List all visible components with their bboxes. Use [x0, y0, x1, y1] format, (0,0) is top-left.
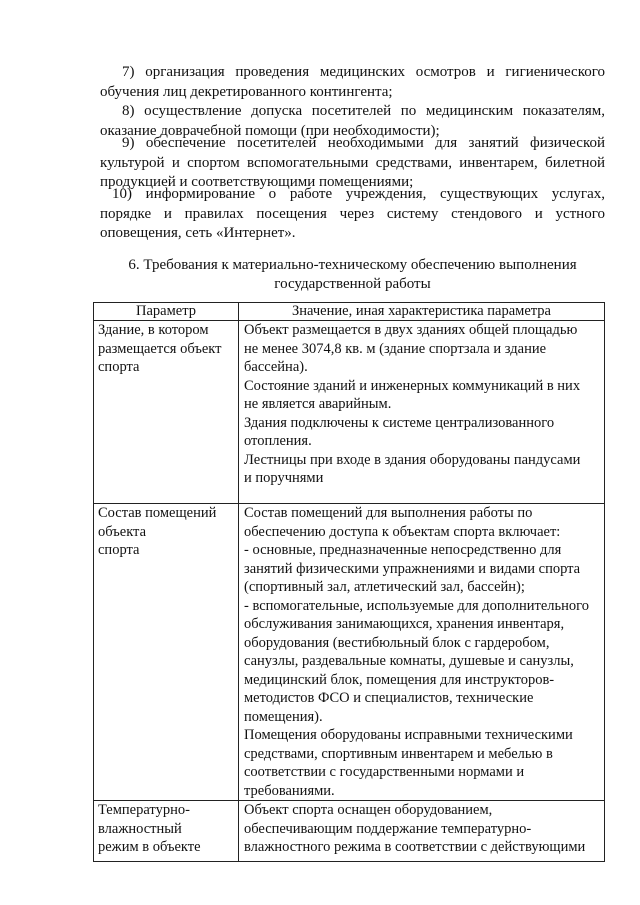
- cell-line: требованиями.: [244, 782, 335, 799]
- cell-line: медицинский блок, помещения для инструкторов-: [244, 671, 555, 688]
- cell-line: (спортивный зал, атлетический зал, бассейн);: [244, 579, 525, 595]
- text-line: порядке и правилах посещения через систему стендового и устного: [100, 205, 605, 222]
- text-line: культурой и спортом вспомогательными средствами, инвентарем, билетной: [100, 154, 605, 171]
- cell-line: средствами, спортивным инвентарем и мебелью в: [244, 745, 553, 762]
- cell-line: Состав помещений: [98, 505, 217, 521]
- cell-line: влажностный: [98, 820, 182, 837]
- section-heading-line: 6. Требования к материально-техническому обеспечению выполнения: [128, 257, 577, 273]
- parameter-cell: [94, 801, 239, 862]
- parameter-cell: [94, 321, 239, 504]
- cell-line: спорта: [98, 359, 140, 375]
- table-header-row: [94, 303, 605, 321]
- cell-line: помещения).: [244, 708, 323, 725]
- cell-line: обслуживания занимающихся, хранения инвентаря,: [244, 616, 565, 632]
- value-cell: [239, 321, 605, 504]
- cell-line: не является аварийным.: [244, 396, 392, 412]
- cell-line: отопления.: [244, 433, 312, 449]
- cell-line: - вспомогательные, используемые для дополнительного: [244, 597, 589, 614]
- section-heading: [100, 256, 605, 294]
- cell-line: соответствии с государственными нормами и: [244, 764, 525, 780]
- cell-line: обеспечивающим поддержание температурно-: [244, 820, 532, 837]
- cell-line: Объект спорта оснащен оборудованием,: [244, 802, 493, 818]
- cell-line: занятий физическими упражнениями и видами спорта: [244, 560, 581, 577]
- column-header-value: Значение, иная характеристика параметра: [239, 303, 605, 321]
- value-cell: [239, 801, 605, 862]
- text-line: обучения лиц декретированного контингента;: [100, 83, 393, 100]
- table-row: [94, 504, 605, 801]
- text-line: 7) организация проведения медицинских осмотров и гигиенического: [122, 64, 605, 80]
- cell-line: спорта: [98, 542, 140, 558]
- cell-line: Здание, в котором: [98, 322, 209, 338]
- cell-line: оборудования (вестибюльный блок с гардеробом,: [244, 634, 550, 651]
- requirements-table: [93, 302, 605, 862]
- cell-line: Состав помещений для выполнения работы по: [244, 505, 533, 521]
- cell-line: санузлы, раздевальные комнаты, душевые и санузлы,: [244, 653, 574, 669]
- cell-line: - основные, предназначенные непосредственно для: [244, 542, 562, 558]
- paragraph-item-7: [100, 63, 605, 102]
- parameter-cell: [94, 504, 239, 801]
- table-row: [94, 321, 605, 504]
- text-line: 8) осуществление допуска посетителей по медицинским показателям,: [122, 103, 605, 119]
- paragraph-item-9: [100, 134, 605, 193]
- cell-line: Состояние зданий и инженерных коммуникаций в них: [244, 377, 581, 394]
- cell-line: обеспечению доступа к объектам спорта включает:: [244, 523, 561, 540]
- cell-line: и поручнями: [244, 470, 324, 486]
- cell-line: бассейна).: [244, 359, 308, 375]
- cell-line: Объект размещается в двух зданиях общей площадью: [244, 322, 578, 338]
- section-heading-line: государственной работы: [274, 276, 431, 292]
- text-line: 10) информирование о работе учреждения, существующих услугах,: [112, 186, 605, 202]
- text-line: 9) обеспечение посетителей необходимыми для занятий физической: [122, 135, 605, 151]
- cell-line: Помещения оборудованы исправными техническими: [244, 727, 573, 743]
- paragraph-item-10: [100, 185, 605, 244]
- cell-line: объекта: [98, 523, 147, 540]
- column-header-parameter: Параметр: [94, 303, 239, 321]
- cell-line: влажностного режима в соответствии с действующими: [244, 839, 586, 855]
- cell-line: Лестницы при входе в здания оборудованы пандусами: [244, 451, 581, 468]
- cell-line: Температурно-: [98, 802, 190, 818]
- cell-line: Здания подключены к системе централизованного: [244, 414, 555, 431]
- table-row: [94, 801, 605, 862]
- value-cell: [239, 504, 605, 801]
- cell-line: режим в объекте: [98, 839, 201, 855]
- cell-line: методистов ФСО и специалистов, технические: [244, 690, 534, 706]
- text-line: продукцией и соответствующими помещениями;: [100, 174, 414, 190]
- text-line: оказание доврачебной помощи (при необходимости);: [100, 122, 440, 139]
- cell-line: размещается объект: [98, 340, 222, 357]
- cell-line: не менее 3074,8 кв. м (здание спортзала и здание: [244, 340, 547, 357]
- text-line: оповещения, сеть «Интернет».: [100, 225, 296, 241]
